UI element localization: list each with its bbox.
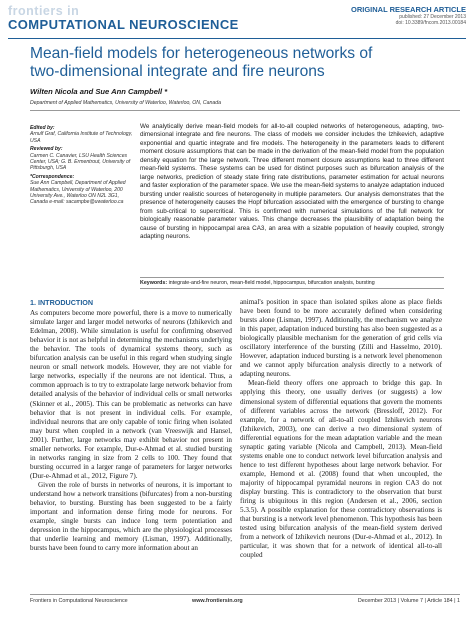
intro-paragraph-4: Mean-field theory offers one approach to bridge this gap. In applying this theory, one usually derives (or suggests) a low dimensional system of differential equations that govern the moments of different variables across the network (Bressloff, 2012). For example, for a network of all-to-all coupled Izhikevich neurons (Izhikevich, 2003), one can derive a two dimensional system of differential equations for the mean adaptation variable and the mean synaptic gating variable (Nicola and Campbell, 2013). Mean-field systems enable one to conduct network level bifurcation analysis and hence to test different hypotheses about large network behavior. For example, Hemond et al. (2008) found that when uncoupled, the majority of hippocampal pyramidal neurons in region CA3 do not display bursting. This is contradictory to the observation that burst firing is ubiquitous in this region (Andersen et al., 2006, section 5.3.5). A possible explanation for these contradictory observations is that bursting is a network level phenomenon. This hypothesis has been tested using bifurcation analysis of the mean-field system derived from a network of Izhikevich neurons (Dur-e-Ahmad et al., 2012). In particular, it was shown that for a network of identical all-to-all coupled: [240, 379, 442, 560]
journal-name: COMPUTATIONAL NEUROSCIENCE: [8, 17, 239, 32]
intro-paragraph-3: animal's position in space than isolated spikes alone as place fields have been found to be more accurately defined when considering bursts alone (Lisman, 1997). Additionally, the mechanism we analyze in this paper, adaptation induced bursting has also been suggested as a biologically plausible mechanism for the generation of grid cells via oscillatory interference of the bursting (Zilli and Hasselmo, 2010). However, adaptation induced bursting is a network level phenomenon and we cannot apply bifurcation analysis directly to a network of adapting neurons.: [240, 298, 442, 379]
keywords-rule-top: [140, 277, 444, 278]
edited-by-value: Arnulf Graf, California Institute of Technology, USA: [30, 131, 133, 144]
keywords-rule-bottom: [140, 288, 444, 289]
reviewed-by: [30, 146, 136, 171]
body-column-left: [30, 298, 232, 553]
authors: Wilten Nicola and Sue Ann Campbell *: [30, 87, 168, 96]
published-date: published: 27 December 2013: [399, 14, 466, 20]
reviewed-by-label: Reviewed by:: [30, 146, 63, 153]
edited-by-label: Edited by:: [30, 125, 55, 131]
keywords: [140, 280, 444, 286]
body-column-right: [240, 298, 442, 560]
affiliation: Department of Applied Mathematics, University of Waterloo, Waterloo, ON, Canada: [30, 100, 222, 106]
abstract: We analytically derive mean-field models for all-to-all coupled networks of heterogeneous, adapting, two-dimensional integrate and fire neurons. The class of models we consider includes the Izhikevich, adaptive exponential and quartic integrate and fire models. The heterogeneity in the parameters leads to different moment closure assumptions that can be made in the derivation of the mean-field model from the population density equation for the large network. Three different moment closure assumptions lead to three different mean-field systems. These systems can be used for distinct purposes such as bifurcation analysis of the large networks, prediction of steady state firing rate distributions, parameter estimation for actual neurons and faster exploration of the parameter space. We use the mean-field systems to analyze adaptation induced bursting under realistic sources of heterogeneity in multiple parameters. Our analysis demonstrates that the presence of heterogeneity causes the Hopf bifurcation associated with the emergence of bursting to change from sub-critical to supercritical. This is confirmed with numerical simulations of the full network for biologically reasonable parameter values. This change decreases the plausibility of adaptation being the cause of bursting in hippocampal area CA3, an area with a sizable population of heavily coupled, strongly adapting neurons.: [140, 123, 444, 241]
footer-issue: December 2013 | Volume 7 | Article 184 | 1: [357, 598, 460, 604]
header-rule: [8, 38, 466, 39]
correspondence-label: *Correspondence:: [30, 174, 75, 181]
paper-title: [30, 45, 450, 81]
correspondence: [30, 174, 136, 205]
editorial-sidebar: [30, 125, 136, 208]
keywords-label: Keywords:: [140, 280, 168, 286]
intro-paragraph-2: Given the role of bursts in networks of neurons, it is important to understand how a network transitions (bifurcates) from a non-bursting behavior, to bursting. Bursting has been suggested to be a fairly important and information dense firing mode for neurons. For example, single bursts can induce long term potentiation and depression in the hippocampus, which are the physiological processes that underlie learning and memory (Lisman, 1997). Additionally, bursts have been found to carry more information about an: [30, 480, 232, 553]
footer-rule: [30, 594, 460, 595]
intro-paragraph-1: As computers become more powerful, there is a move to numerically simulate larger and larger model networks of neurons (Izhikevich and Edelman, 2008). While simulation is useful for confirming observed behavior it is not as helpful in determining the mechanisms underlying the behavior. The tools of dynamical systems theory, such as bifurcation analysis can be useful in this regard when studying single neuron or small network models. However, they are not viable for large networks, especially if the neurons are not identical. Thus, a common approach is to try to extrapolate large network behavior from detailed analysis of the behavior of individual cells or small networks (Skinner et al., 2005). This can be problematic as networks can have behavior that is not present in individual cells. For example, individual neurons that are only capable of tonic firing when isolated may burst when coupled in a network (van Vreeswijk and Hansel, 2001). Further, large networks may exhibit behavior not present in smaller networks. For example, Dur-e-Ahmad et al. studied bursting in networks ranging in size from 2 cells to 100. They found that bursting occurred in a larger range of parameters for larger networks (Dur-e-Ahmad et al., 2012, Figure 7).: [30, 309, 232, 480]
correspondence-value[interactable]: Sue Ann Campbell, Department of Applied Mathematics, University of Waterloo, 200 University Ave., Waterloo ON N2L 3G1, Canada e-mail: sacampbe@uwaterloo.ca: [30, 180, 126, 206]
footer-url[interactable]: www.frontiersin.org: [192, 598, 243, 604]
footer-journal: Frontiers in Computational Neuroscience: [30, 598, 128, 604]
reviewed-by-value: Carmen C. Canavier, LSU Health Sciences Center, USA; G. B. Ermentrout, University of Pittsburgh, USA: [30, 152, 131, 172]
title-line-1: Mean-field models for heterogeneous networks of: [30, 45, 373, 62]
journal-logo-top: frontiers in: [8, 4, 80, 18]
article-type: ORIGINAL RESEARCH ARTICLE: [350, 5, 466, 14]
affiliation-rule: [30, 110, 460, 111]
keywords-list: integrate-and-fire neuron, mean-field model, hippocampus, bifurcation analysis, bursting: [168, 280, 375, 286]
article-meta: [351, 5, 466, 26]
page-header: [8, 5, 466, 39]
section-heading-introduction: 1. INTRODUCTION: [30, 298, 94, 307]
doi[interactable]: doi: 10.3389/fncom.2013.00184: [395, 20, 466, 26]
title-line-2: two-dimensional integrate and fire neurons: [30, 63, 325, 80]
edited-by: [30, 125, 136, 144]
